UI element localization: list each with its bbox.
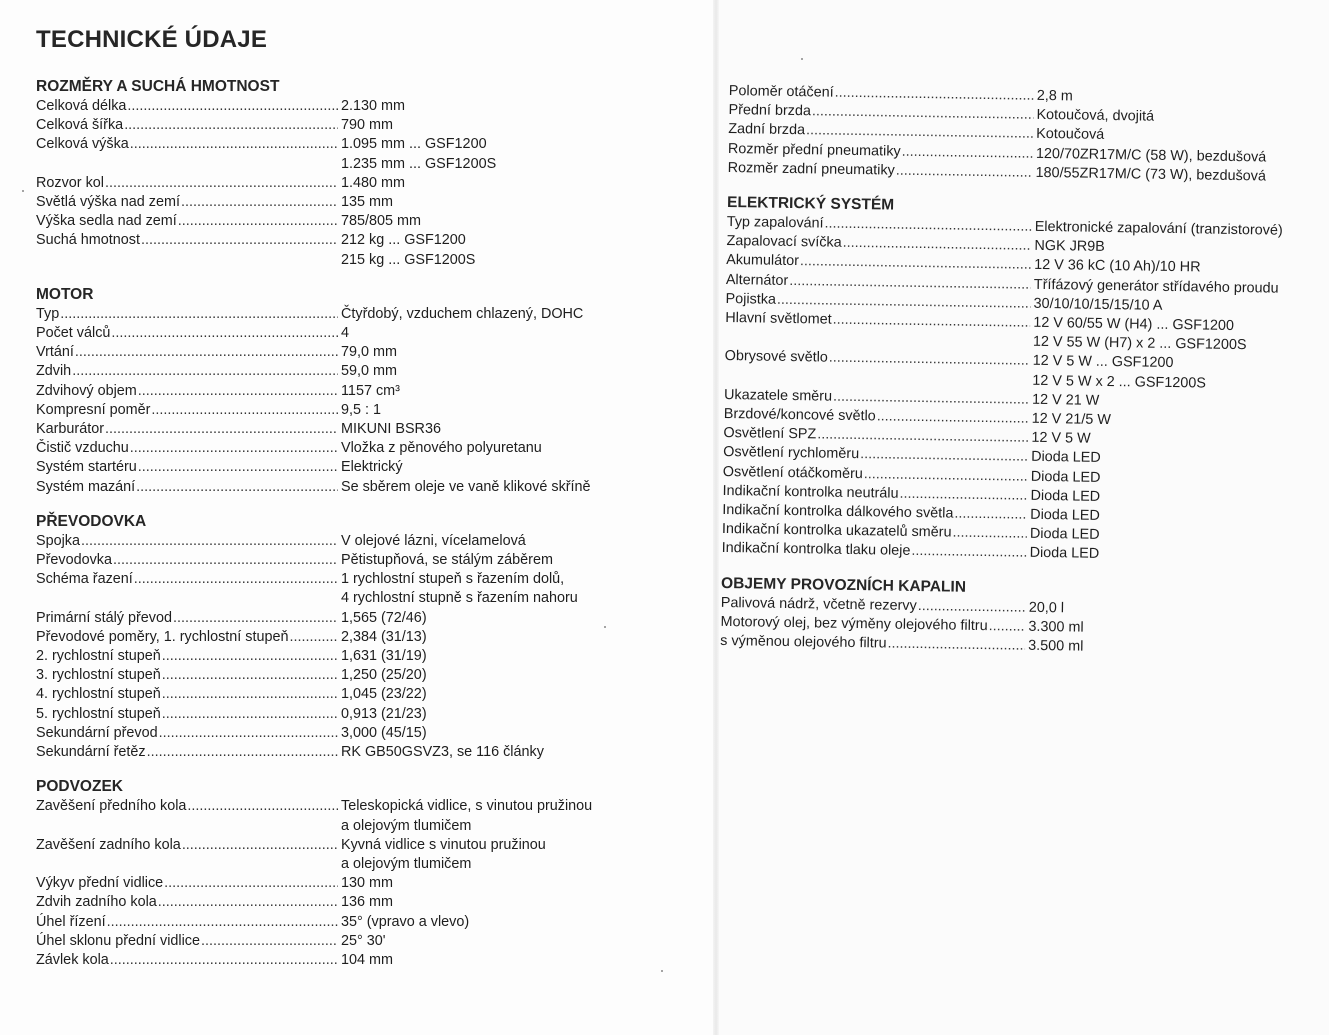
spec-row — [36, 836, 636, 855]
spec-value: 12 V 60/55 W (H4) ... GSF1200 — [1033, 314, 1235, 334]
spec-value: 136 mm — [341, 894, 393, 911]
spec-label-cell — [36, 401, 338, 420]
spec-label: Celková délka — [36, 98, 127, 114]
spec-label-cell — [36, 324, 338, 343]
spec-label-cell — [36, 439, 338, 458]
spec-label: Suchá hmotnost — [36, 232, 140, 249]
spec-value: 135 mm — [341, 194, 393, 211]
dot-leader — [877, 407, 1029, 429]
spec-label-cell — [727, 159, 1032, 183]
spec-label: Čistič vzduchu — [36, 440, 129, 457]
spec-value: 3,000 (45/15) — [341, 724, 427, 741]
spec-label: Indikační kontrolka neutrálu — [722, 482, 899, 502]
dot-leader — [75, 343, 338, 362]
spec-row — [36, 155, 636, 174]
spec-value: 0,913 (21/23) — [341, 705, 427, 722]
spec-label: Palivová nádrž, včetně rezervy — [720, 594, 917, 614]
spec-value: Dioda LED — [1030, 487, 1101, 505]
dot-leader — [147, 743, 338, 762]
spec-label: Přední brzda — [728, 102, 812, 120]
spec-label: Karburátor — [36, 421, 104, 438]
spec-value: 1,631 (31/19) — [341, 648, 427, 665]
dot-leader — [988, 617, 1025, 637]
spec-label: 4. rychlostní stupeň — [36, 686, 161, 703]
spec-label: 3. rychlostní stupeň — [36, 667, 161, 684]
spec-value: 25° 30' — [341, 932, 386, 949]
spec-label-cell — [36, 589, 338, 608]
spec-value: Dioda LED — [1029, 526, 1100, 544]
spec-label: Úhel řízení — [36, 913, 106, 930]
spec-value: Dioda LED — [1030, 506, 1100, 524]
spec-value: 215 kg ... GSF1200S — [341, 251, 476, 268]
dot-leader — [864, 465, 1028, 487]
spec-label-cell — [722, 539, 1027, 563]
spec-value: RK GB50GSVZ3, se 116 články — [341, 744, 544, 761]
spec-label-cell — [36, 382, 338, 401]
spec-row — [36, 458, 636, 477]
dot-leader — [130, 439, 338, 458]
spec-row — [36, 362, 636, 381]
dot-leader — [911, 542, 1026, 563]
dot-leader — [127, 97, 338, 116]
spec-label: 2. rychlostní stupeň — [36, 648, 161, 665]
spec-value: NGK JR9B — [1034, 238, 1105, 256]
spec-value: Dioda LED — [1029, 545, 1100, 563]
dot-leader — [290, 628, 339, 647]
spec-row — [36, 305, 636, 324]
spec-label: s výměnou olejového filtru — [720, 633, 887, 652]
spec-label: Osvětlení rychloměru — [723, 444, 860, 463]
spec-value: 2,8 m — [1036, 87, 1073, 105]
dot-leader — [178, 212, 338, 231]
dot-leader — [105, 420, 338, 439]
spec-label: Sekundární řetěz — [36, 744, 146, 761]
spec-value: 3.300 ml — [1028, 618, 1084, 636]
spec-label: Rozměr přední pneumatiky — [727, 140, 901, 160]
dot-leader — [113, 551, 338, 570]
spec-row — [36, 343, 636, 362]
section-continued — [727, 82, 1318, 187]
dot-leader — [107, 913, 338, 932]
spec-row — [36, 401, 636, 420]
dot-leader — [134, 570, 338, 589]
spec-label-cell — [36, 836, 338, 855]
spec-label: Spojka — [36, 532, 81, 549]
spec-value: 4 rychlostní stupně s řazením nahoru — [341, 590, 578, 607]
spec-label-cell — [36, 135, 338, 154]
spec-label: Hlavní světlomet — [725, 310, 832, 328]
spec-label: Sekundární převod — [36, 724, 158, 741]
dot-leader — [60, 305, 338, 324]
spec-label-cell — [36, 874, 338, 893]
spec-value: a olejovým tlumičem — [341, 855, 472, 872]
spec-label-cell — [36, 97, 338, 116]
spec-value: 12 V 5 W — [1031, 430, 1091, 447]
dot-leader — [887, 635, 1025, 656]
spec-label: Schéma řazení — [36, 571, 133, 588]
spec-label: Světlá výška nad zemí — [36, 194, 180, 211]
spec-label: Zdvihový objem — [36, 382, 137, 399]
section-motor — [36, 285, 636, 497]
spec-row — [36, 685, 636, 704]
dot-leader — [151, 401, 338, 420]
speck-mark — [22, 190, 24, 192]
spec-row — [36, 324, 636, 343]
dot-leader — [158, 893, 338, 912]
spec-row — [36, 251, 636, 270]
spec-label-cell — [36, 551, 338, 570]
spec-value: Třífázový generátor střídavého proudu — [1033, 276, 1279, 297]
spec-row — [36, 932, 636, 951]
left-column — [36, 77, 636, 985]
spec-row — [36, 174, 636, 193]
spec-label: Výkyv přední vidlice — [36, 875, 164, 892]
spec-label-cell — [36, 609, 338, 628]
spec-label: Ukazatele směru — [723, 386, 833, 405]
spec-row — [36, 97, 636, 116]
spec-row — [36, 913, 636, 932]
spec-label: Brzdové/koncové světlo — [723, 406, 876, 425]
dot-leader — [902, 142, 1034, 163]
spec-label: Primární stálý převod — [36, 609, 172, 626]
spec-label: Zdvih zadního kola — [36, 894, 157, 911]
spec-value: 1157 cm³ — [341, 382, 400, 399]
dot-leader — [124, 116, 338, 135]
spec-label: Obrysové světlo — [724, 348, 828, 367]
spec-label: Akumulátor — [726, 252, 800, 270]
spec-value: Elektronické zapalování (tranzistorové) — [1034, 218, 1283, 239]
dot-leader — [187, 797, 338, 816]
page-title: TECHNICKÉ ÚDAJE — [36, 26, 268, 53]
spec-value: Teleskopická vidlice, s vinutou pružinou — [341, 798, 593, 815]
spec-value: 180/55ZR17M/C (73 W), bezdušová — [1035, 164, 1267, 185]
spec-row — [36, 420, 636, 439]
dot-leader — [181, 193, 338, 212]
spec-label-cell — [36, 362, 338, 381]
spec-value: 79,0 mm — [341, 344, 397, 361]
spec-value: 20,0 l — [1028, 599, 1065, 616]
spec-label-cell — [720, 632, 1025, 656]
spec-label-cell — [36, 212, 338, 231]
spec-value: 59,0 mm — [341, 363, 397, 380]
spec-value: 1,045 (23/22) — [341, 686, 427, 703]
spec-label-cell — [36, 251, 338, 270]
spec-label-cell — [36, 951, 338, 970]
spec-label-cell — [36, 343, 338, 362]
spec-row — [36, 551, 636, 570]
spec-label-cell — [36, 458, 338, 477]
spec-row — [36, 647, 636, 666]
spec-label: Zavěšení předního kola — [36, 798, 187, 815]
spec-value: 1 rychlostní stupeň s řazením dolů, — [341, 571, 565, 588]
spec-label-cell — [36, 193, 338, 212]
spec-label-cell — [36, 705, 338, 724]
spec-value: 104 mm — [341, 951, 393, 968]
spec-label: Typ zapalování — [726, 213, 824, 232]
spec-label-cell — [36, 817, 338, 836]
spec-label: Převodové poměry, 1. rychlostní stupeň — [36, 628, 289, 645]
dot-leader — [899, 485, 1027, 506]
spec-label: Zapalovací svíčka — [726, 233, 842, 252]
spec-value: 1.095 mm ... GSF1200 — [341, 136, 487, 153]
spec-value: 9,5 : 1 — [341, 401, 382, 418]
dot-leader — [159, 724, 338, 743]
spec-value: Pětistupňová, se stálým záběrem — [341, 552, 553, 569]
spec-label-cell — [36, 932, 338, 951]
section-heading: ROZMĚRY A SUCHÁ HMOTNOST — [36, 78, 280, 95]
dot-leader — [138, 458, 338, 477]
spec-label-cell — [36, 743, 338, 762]
spec-label: Osvětlení otáčkoměru — [722, 463, 863, 482]
spec-label-cell — [36, 478, 338, 497]
spec-row — [36, 193, 636, 212]
spec-label: Kompresní poměr — [36, 401, 151, 418]
spec-value: 12 V 36 kC (10 Ah)/10 HR — [1034, 257, 1201, 276]
spec-label-cell — [36, 893, 338, 912]
spec-label-cell — [36, 305, 338, 324]
spec-value: 785/805 mm — [341, 213, 421, 230]
spec-label-cell — [36, 231, 338, 250]
spec-value: 120/70ZR17M/C (58 W), bezdušová — [1035, 145, 1267, 166]
spec-label-cell — [36, 155, 338, 174]
spec-value: 2.130 mm — [341, 98, 405, 114]
section-elektricky-system — [722, 193, 1318, 568]
spec-value: 12 V 5 W x 2 ... GSF1200S — [1032, 372, 1207, 392]
spec-row — [36, 532, 636, 551]
spec-label: Rozvor kol — [36, 174, 104, 191]
spec-label: Převodovka — [36, 552, 112, 569]
spec-label: Počet válců — [36, 325, 111, 342]
spec-value: Elektrický — [341, 459, 403, 476]
spec-row — [36, 478, 636, 497]
spec-value: Kotoučová, dvojitá — [1036, 107, 1155, 125]
spec-label-cell — [36, 647, 338, 666]
section-heading: PŘEVODOVKA — [36, 512, 147, 530]
dot-leader — [954, 505, 1027, 525]
spec-value: 30/10/10/15/15/10 A — [1033, 295, 1163, 314]
spec-value: 1.480 mm — [341, 174, 405, 191]
spec-label-cell — [36, 685, 338, 704]
speck-mark — [604, 626, 606, 628]
dot-leader — [182, 836, 338, 855]
spec-row — [36, 855, 636, 874]
spec-row — [36, 570, 636, 589]
section-heading: MOTOR — [36, 285, 94, 303]
spec-label: Výška sedla nad zemí — [36, 213, 177, 230]
right-column — [720, 82, 1319, 675]
spec-value: 35° (vpravo a vlevo) — [341, 913, 470, 930]
spec-row — [36, 589, 636, 608]
spec-row — [36, 724, 636, 743]
dot-leader — [81, 532, 338, 551]
spec-value: 2,384 (31/13) — [341, 628, 427, 645]
spec-label: Typ — [36, 305, 60, 322]
dot-leader — [918, 597, 1026, 618]
speck-mark — [661, 970, 663, 972]
spec-label: Zadní brzda — [728, 121, 806, 139]
spec-label-cell — [36, 666, 338, 685]
page-fold — [713, 0, 719, 1035]
spec-label: Systém mazání — [36, 478, 136, 495]
spec-value: 212 kg ... GSF1200 — [341, 232, 466, 249]
dot-leader — [860, 446, 1028, 468]
spec-label-cell — [36, 174, 338, 193]
spec-label: Pojistka — [725, 290, 777, 308]
spec-label: Poloměr otáčení — [728, 82, 834, 101]
spec-value: 790 mm — [341, 117, 393, 134]
spec-value: Se sběrem oleje ve vaně klikové skříně — [341, 478, 591, 495]
dot-leader — [162, 705, 338, 724]
spec-row — [36, 439, 636, 458]
spec-row — [36, 743, 636, 762]
spec-value: 1.235 mm ... GSF1200S — [341, 155, 497, 172]
spec-label-cell — [36, 420, 338, 439]
spec-value: MIKUNI BSR36 — [341, 421, 441, 438]
spec-value: 3.500 ml — [1028, 637, 1084, 655]
dot-leader — [136, 478, 338, 497]
spec-value: 1,250 (25/20) — [341, 667, 427, 684]
dot-leader — [162, 666, 338, 685]
dot-leader — [105, 174, 338, 193]
spec-row — [36, 893, 636, 912]
spec-label-cell — [36, 628, 338, 647]
spec-value: Kyvná vidlice s vinutou pružinou — [341, 836, 546, 853]
spec-label: Alternátor — [725, 271, 789, 289]
spec-label: Osvětlení SPZ — [723, 425, 817, 443]
dot-leader — [111, 324, 338, 343]
spec-label-cell — [36, 913, 338, 932]
spec-label: 5. rychlostní stupeň — [36, 705, 161, 722]
spec-label-cell — [36, 570, 338, 589]
spec-label: Vrtání — [36, 344, 74, 361]
spec-value: Vložka z pěnového polyuretanu — [341, 440, 542, 457]
spec-label: Indikační kontrolka ukazatelů směru — [721, 521, 952, 541]
dot-leader — [162, 647, 338, 666]
dot-leader — [130, 135, 338, 154]
spec-label-cell — [36, 797, 338, 816]
spec-label: Závlek kola — [36, 951, 109, 968]
dot-leader — [162, 685, 338, 704]
spec-row — [36, 705, 636, 724]
spec-label: Zavěšení zadního kola — [36, 836, 181, 853]
spec-value: 12 V 5 W ... GSF1200 — [1032, 353, 1174, 372]
spec-row — [36, 817, 636, 836]
spec-label: Úhel sklonu přední vidlice — [36, 932, 200, 949]
dot-leader — [952, 524, 1027, 544]
dot-leader — [72, 362, 338, 381]
dot-leader — [110, 951, 338, 970]
section-rozmery-a-sucha-hmotnost — [36, 77, 636, 270]
spec-label: Zdvih — [36, 363, 72, 380]
spec-label: Celková výška — [36, 136, 129, 153]
dot-leader — [201, 932, 338, 951]
spec-label: Celková šířka — [36, 117, 124, 134]
spec-label-cell — [36, 855, 338, 874]
dot-leader — [896, 161, 1033, 182]
spec-value: 12 V 55 W (H7) x 2 ... GSF1200S — [1032, 334, 1247, 354]
section-heading: OBJEMY PROVOZNÍCH KAPALIN — [720, 574, 967, 596]
spec-label: Rozměr zadní pneumatiky — [727, 159, 895, 179]
speck-mark — [801, 58, 803, 60]
section-heading: PODVOZEK — [36, 778, 123, 796]
spec-row — [36, 382, 636, 401]
spec-row — [36, 951, 636, 970]
spec-label: Motorový olej, bez výměny olejového filtru — [720, 613, 988, 635]
spec-row — [36, 874, 636, 893]
dot-leader — [141, 231, 338, 250]
spec-label-cell — [36, 116, 338, 135]
spec-row — [36, 797, 636, 816]
spec-value: 12 V 21/5 W — [1031, 410, 1112, 429]
dot-leader — [164, 874, 338, 893]
spec-value: 12 V 21 W — [1031, 391, 1100, 409]
section-prevodovka — [36, 512, 636, 762]
spec-value: V olejové lázni, vícelamelová — [341, 532, 526, 549]
spec-value: a olejovým tlumičem — [341, 817, 472, 834]
spec-label-cell — [36, 724, 338, 743]
spec-label-cell — [36, 532, 338, 551]
spec-value: 1,565 (72/46) — [341, 609, 427, 626]
spec-row — [36, 231, 636, 250]
spec-row — [36, 135, 636, 154]
spec-value: 130 mm — [341, 875, 393, 892]
section-heading: ELEKTRICKÝ SYSTÉM — [726, 194, 895, 214]
spec-value: Dioda LED — [1030, 468, 1101, 486]
spec-value: Čtyřdobý, vzduchem chlazený, DOHC — [341, 305, 584, 322]
dot-leader — [138, 382, 338, 401]
section-objemy-provoznich-kapalin — [720, 574, 1311, 661]
spec-value: Kotoučová — [1036, 126, 1105, 144]
dot-leader — [173, 609, 338, 628]
spec-label: Indikační kontrolka tlaku oleje — [721, 540, 911, 560]
spec-label: Systém startéru — [36, 459, 137, 476]
section-podvozek — [36, 777, 636, 970]
spec-row — [36, 666, 636, 685]
spec-label: Indikační kontrolka dálkového světla — [722, 502, 954, 522]
spec-value: Dioda LED — [1031, 449, 1101, 467]
spec-row — [36, 628, 636, 647]
spec-row — [36, 116, 636, 135]
spec-value: 4 — [341, 325, 350, 342]
spec-row — [36, 609, 636, 628]
spec-row — [36, 212, 636, 231]
